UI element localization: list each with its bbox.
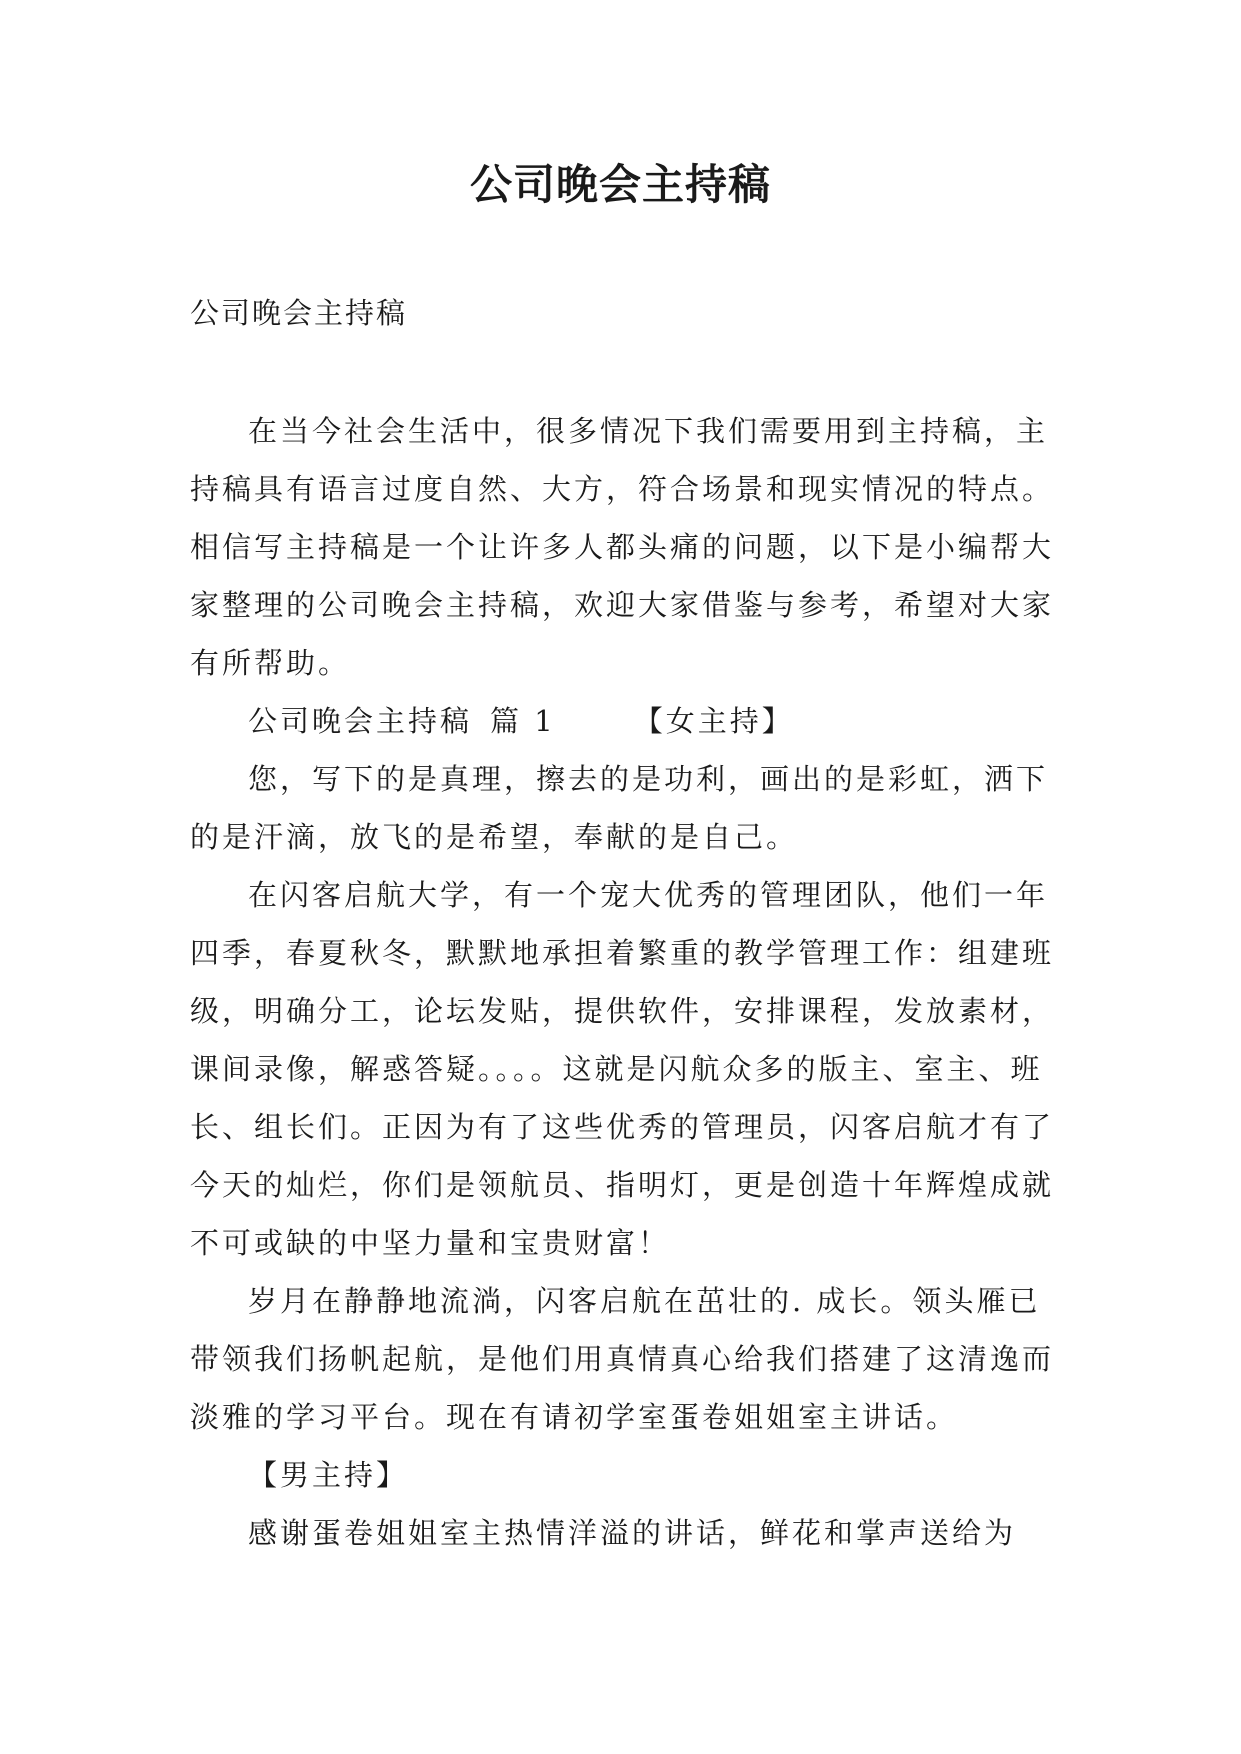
paragraph-4: 感谢蛋卷姐姐室主热情洋溢的讲话，鲜花和掌声送给为 <box>248 1516 1017 1550</box>
section-number: 篇 1 <box>490 704 556 738</box>
paragraph-2: 在闪客启航大学，有一个宠大优秀的管理团队，他们一年四季，春夏秋冬，默默地承担着繁重的教学管理工作：组建班级，明确分工，论坛发贴，提供软件，安排课程，发放素材，课间录像，解惑答疑。。。。这就是闪航众多的版主、室主、班长、组长们。正因为有了这些优秀的管理员，闪客启航才有了今天的灿烂，你们是领航员、指明灯，更是创造十年辉煌成就不可或缺的中坚力量和宝贵财富！ <box>190 878 1055 1260</box>
female-host-label: 【女主持】 <box>633 704 794 738</box>
document-subtitle: 公司晚会主持稿 <box>190 296 408 330</box>
male-host-label: 【男主持】 <box>248 1458 409 1492</box>
document-body <box>190 402 1070 1562</box>
document-title: 公司晚会主持稿 <box>469 160 771 209</box>
section-heading: 公司晚会主持稿 <box>248 704 473 738</box>
paragraph-3: 岁月在静静地流淌，闪客启航在茁壮的. 成长。领头雁已带领我们扬帆起航，是他们用真情真心给我们搭建了这清逸而淡雅的学习平台。现在有请初学室蛋卷姐姐室主讲话。 <box>190 1284 1055 1434</box>
paragraph-1: 您，写下的是真理，擦去的是功利，画出的是彩虹，洒下的是汗滴，放飞的是希望，奉献的是自己。 <box>190 762 1049 854</box>
section-heading-line <box>190 692 1070 750</box>
intro-paragraph: 在当今社会生活中，很多情况下我们需要用到主持稿，主持稿具有语言过度自然、大方，符合场景和现实情况的特点。相信写主持稿是一个让许多人都头痛的问题，以下是小编帮大家整理的公司晚会主持稿，欢迎大家借鉴与参考，希望对大家有所帮助。 <box>190 414 1055 680</box>
